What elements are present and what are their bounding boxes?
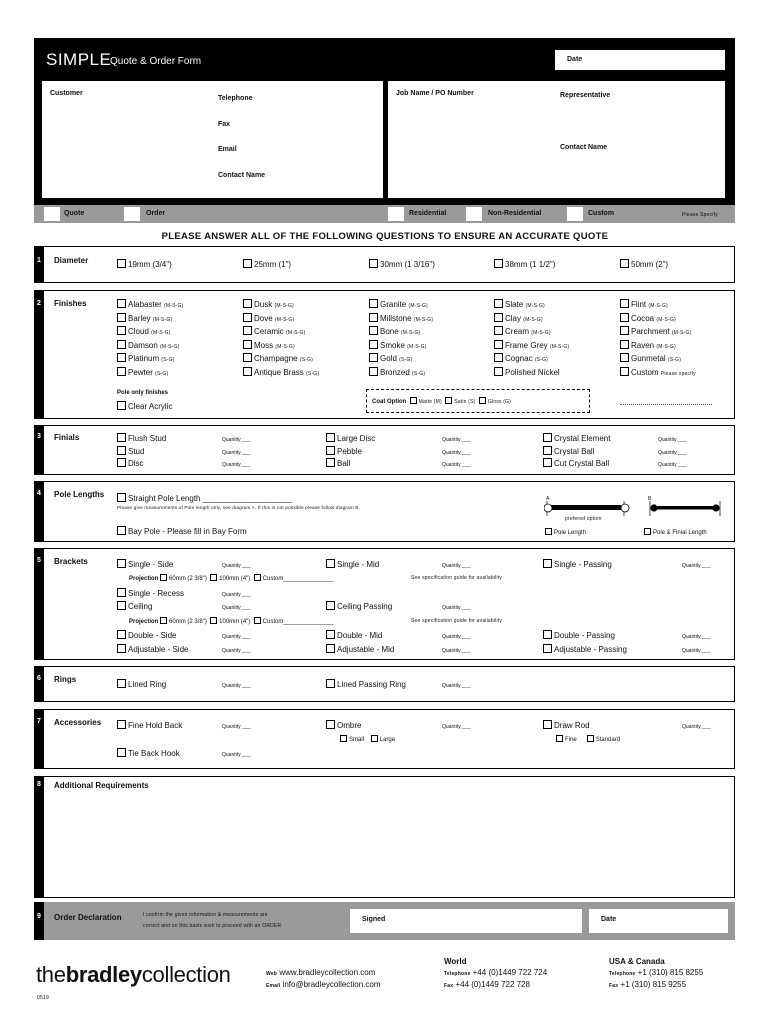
finish-option[interactable]: Clear Acrylic <box>117 401 172 411</box>
large-checkbox[interactable] <box>371 735 378 742</box>
quantity-field[interactable]: Quantity ___ <box>442 462 471 468</box>
pole-note: Please give measurements of Pole length only, see diagram A. If this is not possible please follow diagram B. <box>117 505 361 510</box>
residential-label: Residential <box>409 210 447 217</box>
finish-option[interactable]: Cocoa (M-S-G) <box>620 313 676 323</box>
finish-option[interactable]: Champagne (S-G) <box>243 353 313 363</box>
section-title: Additional Requirements <box>54 781 149 790</box>
customer-label: Customer <box>50 90 83 97</box>
finish-option[interactable]: Ceramic (M-S-G) <box>243 326 305 336</box>
finish-option[interactable]: Granite (M-S-G) <box>369 299 428 309</box>
section-number: 1 <box>34 246 44 283</box>
bracket-option[interactable]: Single - Recess <box>117 588 184 598</box>
finish-option[interactable]: Custom Please specify <box>620 367 696 377</box>
job-box[interactable] <box>388 81 725 198</box>
telephone-label: Telephone <box>218 95 253 102</box>
bracket-option[interactable]: Adjustable - Side <box>117 644 188 654</box>
finish-option[interactable]: Gunmetal (S-G) <box>620 353 681 363</box>
bracket-option[interactable]: Ceiling Passing <box>326 601 392 611</box>
quote-label: Quote <box>64 210 85 217</box>
email-line: Email info@bradleycollection.com <box>266 980 381 989</box>
bracket-option[interactable]: Ceiling <box>117 601 152 611</box>
quantity-field[interactable]: Quantity ___ <box>682 648 711 654</box>
non-residential-checkbox[interactable] <box>466 207 482 221</box>
finish-option[interactable]: Bronzed (S-G) <box>369 367 425 377</box>
brand-logo: thebradleycollection <box>36 962 231 987</box>
finish-option[interactable]: Platinum (S-G) <box>117 353 175 363</box>
world-telephone: Telephone +44 (0)1449 722 724 <box>444 968 548 977</box>
form-subtitle: Quote & Order Form <box>110 56 202 67</box>
finial-option[interactable]: Large Disc <box>326 433 375 443</box>
finial-option[interactable]: Cut Crystal Ball <box>543 458 609 468</box>
gloss-checkbox[interactable] <box>479 397 486 404</box>
quantity-field[interactable]: Quantity ___ <box>222 724 251 730</box>
section-title: Finishes <box>54 299 87 308</box>
spec-note: See specification guide for availability <box>411 618 503 624</box>
finish-option[interactable]: Dusk (M-S-G) <box>243 299 294 309</box>
lined-ring-option[interactable]: Lined Ring <box>117 679 166 689</box>
projection-options: Projection 60mm (2 3/8") 100mm (4") Custom_______________ <box>129 576 334 582</box>
pole-length-option[interactable]: Pole Length <box>545 528 586 536</box>
finish-option[interactable]: Clay (M-S-G) <box>494 313 543 323</box>
quantity-field[interactable]: Quantity ___ <box>442 437 471 443</box>
document-code: 0519 <box>37 995 49 1001</box>
finish-option[interactable]: Gold (S-G) <box>369 353 412 363</box>
matte-checkbox[interactable] <box>410 397 417 404</box>
declaration-text: correct and on this basis wish to proceed with an ORDER <box>143 923 282 929</box>
spec-note: See specification guide for availability <box>411 575 503 581</box>
section-number: 3 <box>34 425 44 475</box>
fax-label: Fax <box>218 121 231 128</box>
quantity-field[interactable]: Quantity ___ <box>442 449 471 456</box>
quantity-field[interactable]: Quantity ___ <box>658 462 687 468</box>
bracket-option[interactable]: Double - Side <box>117 630 176 640</box>
finish-option[interactable]: Millstone (M-S-G) <box>369 313 433 323</box>
customer-box[interactable] <box>42 81 383 198</box>
usa-heading: USA & Canada <box>609 957 665 966</box>
straight-pole-option[interactable]: Straight Pole Length ____________________ <box>117 493 292 503</box>
quantity-field[interactable]: Quantity ___ <box>222 449 251 456</box>
quantity-field[interactable]: Quantity ___ <box>442 563 471 569</box>
world-heading: World <box>444 957 467 966</box>
bracket-option[interactable]: Single - Passing <box>543 559 612 569</box>
finish-option[interactable]: Antique Brass (S-G) <box>243 367 319 377</box>
quantity-field[interactable]: Quantity ___ <box>222 634 251 640</box>
declaration-date-field[interactable]: Date <box>589 909 728 933</box>
finial-option[interactable]: Crystal Ball <box>543 446 594 456</box>
finish-option[interactable]: Dove (M-S-G) <box>243 313 294 323</box>
section-number: 6 <box>34 666 44 702</box>
quantity-field[interactable]: Quantity ___ <box>682 563 711 569</box>
section-number: 2 <box>34 290 44 419</box>
section-title: Diameter <box>54 256 89 265</box>
please-specify-label: Please Specify <box>682 212 718 218</box>
fine-hold-back-option[interactable]: Fine Hold Back <box>117 720 182 730</box>
section-title: Pole Lengths <box>54 490 105 499</box>
finish-option[interactable]: Frame Grey (M-S-G) <box>494 340 569 350</box>
quantity-field[interactable]: Quantity ___ <box>222 437 251 443</box>
small-checkbox[interactable] <box>340 735 347 742</box>
coat-options: Coat Option Matte (M) Satin (S) Gloss (G) <box>372 399 512 405</box>
residential-checkbox[interactable] <box>388 207 404 221</box>
finish-option[interactable]: Pewter (S-G) <box>117 367 168 377</box>
custom-label: Custom <box>588 210 615 217</box>
contact-name-label: Contact Name <box>218 172 266 179</box>
world-fax: Fax +44 (0)1449 722 728 <box>444 980 530 989</box>
email-label: Email <box>218 146 237 153</box>
section-number: 4 <box>34 481 44 542</box>
quantity-field[interactable]: Quantity ___ <box>658 437 687 443</box>
instruction-heading: PLEASE ANSWER ALL OF THE FOLLOWING QUESTIONS TO ENSURE AN ACCURATE QUOTE <box>161 231 609 242</box>
quantity-field[interactable]: Quantity ___ <box>222 605 251 611</box>
finish-option[interactable]: Flint (M-S-G) <box>620 299 668 309</box>
section-number: 5 <box>34 548 44 660</box>
usa-telephone: Telephone +1 (310) 815 8255 <box>609 968 704 977</box>
projection-options: Projection 60mm (2 3/8") 100mm (4") Custom_______________ <box>129 619 334 625</box>
tie-back-hook-option[interactable]: Tie Back Hook <box>117 748 180 758</box>
quantity-field[interactable]: Quantity ___ <box>442 648 471 654</box>
quantity-field[interactable]: Quantity ___ <box>442 724 471 730</box>
form-title: SIMPLE <box>46 50 112 69</box>
diagram-b-label: B <box>648 496 652 502</box>
diameter-option[interactable]: 38mm (1 1/2") <box>494 259 555 269</box>
section-title: Rings <box>54 675 77 684</box>
quantity-field[interactable]: Quantity ___ <box>442 634 471 640</box>
bracket-option[interactable]: Adjustable - Passing <box>543 644 627 654</box>
finial-option[interactable]: Pebble <box>326 446 362 456</box>
section-number: 7 <box>34 709 44 769</box>
diagram-a-label: A <box>546 496 550 502</box>
standard-checkbox[interactable] <box>587 735 594 742</box>
finish-option[interactable]: Parchment (M-S-G) <box>620 326 691 336</box>
section-title: Brackets <box>54 557 88 566</box>
draw-rod-option[interactable]: Draw Rod <box>543 720 590 730</box>
bracket-option[interactable]: Single - Side <box>117 559 173 569</box>
bracket-option[interactable]: Adjustable - Mid <box>326 644 394 654</box>
pole-only-label: Pole only finishes <box>117 390 169 396</box>
diameter-option[interactable]: 25mm (1") <box>243 259 291 269</box>
finish-option[interactable]: Cream (M-S-G) <box>494 326 551 336</box>
finish-option[interactable]: Slate (M-S-G) <box>494 299 545 309</box>
diameter-option[interactable]: 30mm (1 3/16") <box>369 259 435 269</box>
finial-option[interactable]: Stud <box>117 446 144 456</box>
declaration-text: I confirm the given information & measurements are <box>143 912 268 918</box>
representative-label: Representative <box>560 92 611 99</box>
quantity-field[interactable]: Quantity ___ <box>222 683 251 689</box>
bracket-option[interactable]: Double - Passing <box>543 630 615 640</box>
signed-field[interactable]: Signed <box>350 909 582 933</box>
quote-checkbox[interactable] <box>44 207 60 221</box>
section-title: Order Declaration <box>54 913 122 922</box>
preferred-option-label: prefered option <box>565 516 602 522</box>
quantity-field[interactable]: Quantity ___ <box>658 449 687 456</box>
finial-option[interactable]: Crystal Element <box>543 433 610 443</box>
usa-fax: Fax +1 (310) 815 9255 <box>609 980 687 989</box>
section-additional-requirements[interactable] <box>34 776 735 898</box>
finish-option[interactable]: Cloud (M-S-G) <box>117 326 171 336</box>
section-number: 8 <box>34 776 44 898</box>
quantity-field[interactable]: Quantity ___ <box>682 724 711 730</box>
finish-option[interactable]: Bone (M-S-G) <box>369 326 420 336</box>
quantity-field[interactable]: Quantity ___ <box>442 605 471 611</box>
diameter-option[interactable]: 50mm (2") <box>620 259 668 269</box>
quantity-field[interactable]: Quantity ___ <box>222 462 251 468</box>
quantity-field[interactable]: Quantity ___ <box>222 648 251 654</box>
bracket-option[interactable]: Single - Mid <box>326 559 379 569</box>
satin-checkbox[interactable] <box>445 397 452 404</box>
section-number: 9 <box>34 902 44 940</box>
custom-checkbox[interactable] <box>567 207 583 221</box>
finish-option[interactable]: Barley (M-S-G) <box>117 313 172 323</box>
section-title: Finials <box>54 433 80 442</box>
ombre-option[interactable]: Ombre <box>326 720 361 730</box>
finish-option[interactable]: Cognac (S-G) <box>494 353 548 363</box>
finish-option[interactable]: Smoke (M-S-G) <box>369 340 427 350</box>
fine-checkbox[interactable] <box>556 735 563 742</box>
section-title: Accessories <box>54 718 102 727</box>
finish-option[interactable]: Moss (M-S-G) <box>243 340 295 350</box>
finish-option[interactable]: Raven (M-S-G) <box>620 340 676 350</box>
custom-specify-line <box>620 404 712 405</box>
ombre-size-options: Small Large <box>340 735 395 743</box>
bay-pole-option[interactable]: Bay Pole - Please fill in Bay Form <box>117 526 247 536</box>
contact-name-label-2: Contact Name <box>560 144 608 151</box>
finial-option[interactable]: Disc <box>117 458 144 468</box>
order-label: Order <box>146 210 166 217</box>
quantity-field[interactable]: Quantity ___ <box>442 683 471 689</box>
non-residential-label: Non-Residential <box>488 210 542 217</box>
lined-passing-ring-option[interactable]: Lined Passing Ring <box>326 679 406 689</box>
finish-option[interactable]: Polished Nickel <box>494 367 560 377</box>
quantity-field[interactable]: Quantity ___ <box>222 752 251 758</box>
quantity-field[interactable]: Quantity ___ <box>682 634 711 640</box>
bracket-option[interactable]: Double - Mid <box>326 630 382 640</box>
finial-option[interactable]: Flush Stud <box>117 433 166 443</box>
finial-option[interactable]: Ball <box>326 458 350 468</box>
finish-option[interactable]: Alabaster (M-S-G) <box>117 299 183 309</box>
web-line: Web www.bradleycollection.com <box>266 968 376 977</box>
quantity-field[interactable]: Quantity ___ <box>222 592 251 598</box>
job-name-label: Job Name / PO Number <box>396 90 474 97</box>
diameter-option[interactable]: 19mm (3/4") <box>117 259 172 269</box>
finish-option[interactable]: Damson (M-S-G) <box>117 340 179 350</box>
order-checkbox[interactable] <box>124 207 140 221</box>
date-field[interactable]: Date <box>555 50 725 70</box>
pole-finial-length-option[interactable]: Pole & Finial Length <box>644 528 707 536</box>
draw-rod-type-options: Fine Standard <box>556 735 620 743</box>
quantity-field[interactable]: Quantity ___ <box>222 563 251 569</box>
